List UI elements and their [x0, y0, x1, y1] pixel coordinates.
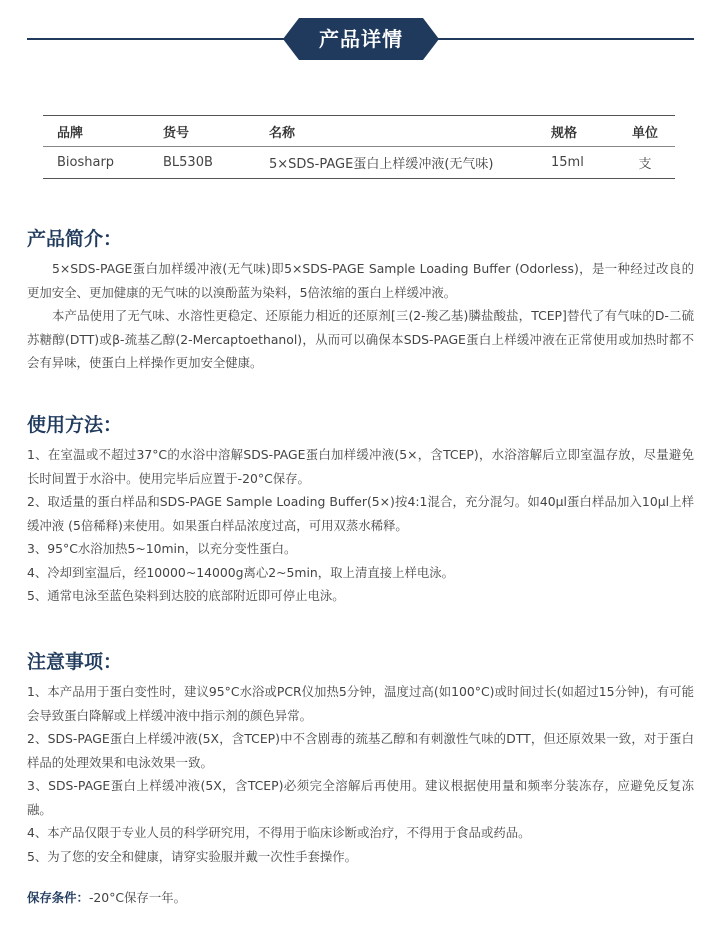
usage-heading: 使用方法： [27, 414, 123, 436]
usage-step: 1、在室温或不超过37°C的水浴中溶解SDS-PAGE蛋白加样缓冲液(5×，含TCEP)，水浴溶解后立即室温存放，尽量避免长时间置于水浴中。使用完毕后应置于-20°C保存。 [27, 447, 694, 486]
storage-conditions [27, 888, 186, 908]
cell-brand: Biosharp [43, 147, 149, 179]
cell-product-name: 5×SDS-PAGE蛋白上样缓冲液(无气味) [255, 147, 537, 179]
cell-catalog-no: BL530B [149, 147, 255, 179]
header-unit: 单位 [615, 116, 675, 147]
note-item: 1、本产品用于蛋白变性时，建议95°C水浴或PCR仪加热5分钟，温度过高(如100°C)或时间过长(如超过15分钟)，有可能会导致蛋白降解或上样缓冲液中指示剂的颜色异常。 [27, 684, 694, 723]
note-item: 5、为了您的安全和健康，请穿实验服并戴一次性手套操作。 [27, 848, 358, 864]
header-catalog-no: 货号 [149, 116, 255, 147]
header-spec: 规格 [537, 116, 615, 147]
page-banner [0, 0, 727, 80]
intro-body [27, 257, 694, 375]
intro-paragraph: 本产品使用了无气味、水溶性更稳定、还原能力相近的还原剂[三(2-羧乙基)膦盐酸盐，TCEP]替代了有气味的D-二硫苏糖醇(DTT)或β-巯基乙醇(2-Mercaptoethanol)，从而可以确保本SDS-PAGE蛋白上样缓冲液在正常使用或加热时都不会有异味，使蛋白上样操作更加安全健康。 [27, 308, 694, 370]
notes-heading: 注意事项： [27, 651, 123, 673]
product-spec-table [43, 115, 675, 179]
table-row [43, 147, 675, 179]
usage-step: 5、通常电泳至蓝色染料到达胶的底部附近即可停止电泳。 [27, 588, 345, 603]
intro-heading: 产品简介： [27, 228, 123, 250]
storage-label: 保存条件： [27, 890, 89, 905]
usage-list [27, 443, 694, 608]
header-product-name: 名称 [255, 116, 537, 147]
banner-title: 产品详情 [319, 27, 403, 51]
note-item: 4、本产品仅限于专业人员的科学研究用，不得用于临床诊断或治疗，不得用于食品或药品。 [27, 825, 531, 840]
note-item: 3、SDS-PAGE蛋白上样缓冲液(5X，含TCEP)必须完全溶解后再使用。建议根据使用量和频率分装冻存，应避免反复冻融。 [27, 778, 694, 817]
intro-paragraph: 5×SDS-PAGE蛋白加样缓冲液(无气味)即5×SDS-PAGE Sample Loading Buffer (Odorless)，是一种经过改良的更加安全、更加健康的无气味的以溴酚蓝为染料，5倍浓缩的蛋白上样缓冲液。 [27, 261, 694, 300]
notes-list [27, 680, 694, 868]
banner-badge [283, 18, 439, 60]
cell-spec: 15ml [537, 147, 615, 179]
usage-step: 2、取适量的蛋白样品和SDS-PAGE Sample Loading Buffer(5×)按4:1混合，充分混匀。如40μl蛋白样品加入10μl上样缓冲液 (5倍稀释)来使用。如果蛋白样品浓度过高，可用双蒸水稀释。 [27, 494, 694, 533]
usage-step: 3、95°C水浴加热5~10min，以充分变性蛋白。 [27, 541, 297, 556]
note-item: 2、SDS-PAGE蛋白上样缓冲液(5X，含TCEP)中不含剧毒的巯基乙醇和有刺激性气味的DTT，但还原效果一致，对于蛋白样品的处理效果和电泳效果一致。 [27, 731, 694, 770]
header-brand: 品牌 [43, 116, 149, 147]
cell-unit: 支 [615, 147, 675, 179]
usage-step: 4、冷却到室温后，经10000~14000g离心2~5min，取上清直接上样电泳。 [27, 564, 455, 580]
storage-value: -20°C保存一年。 [88, 890, 186, 905]
table-header-row [43, 116, 675, 147]
